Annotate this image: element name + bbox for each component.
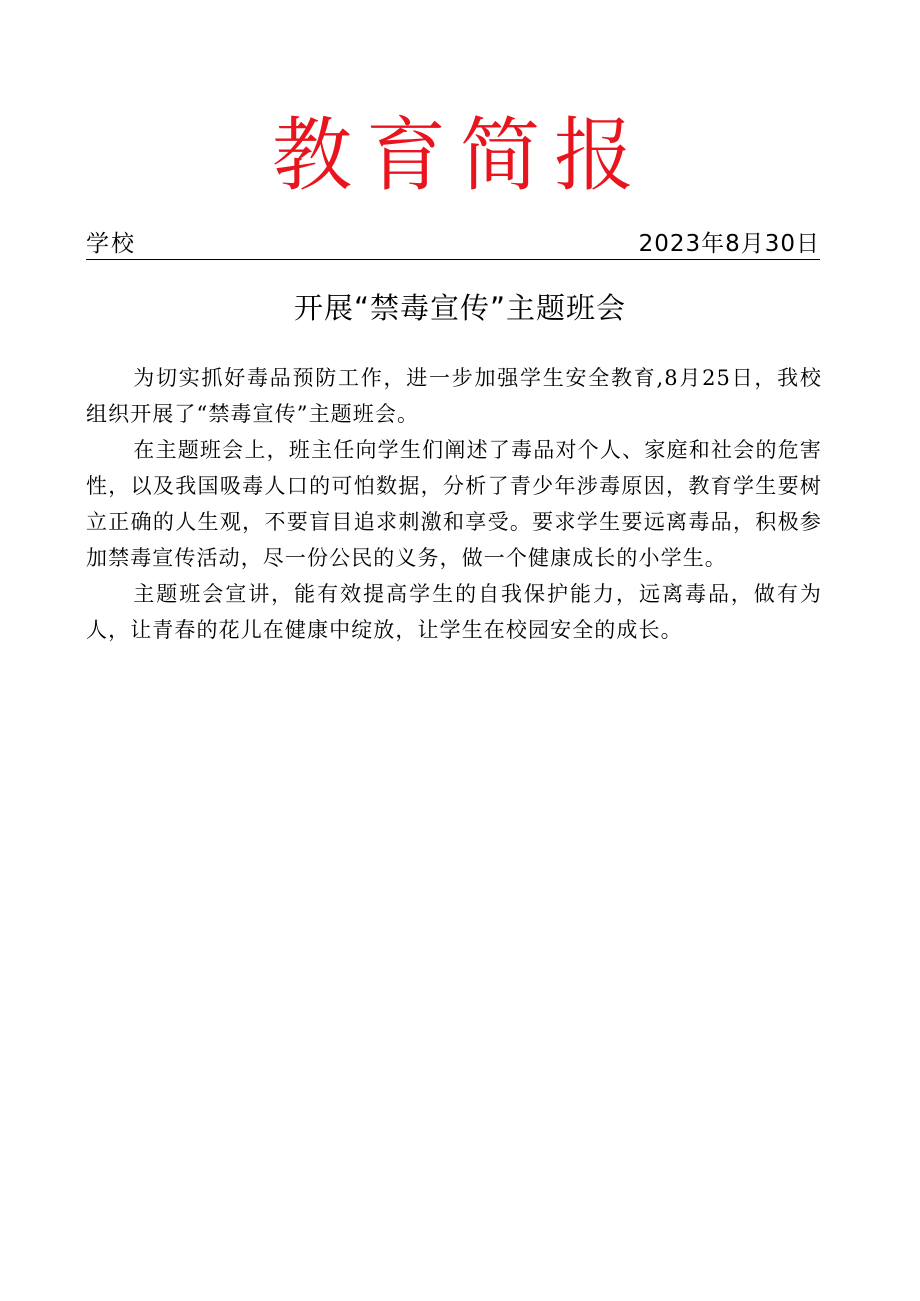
header-info-line <box>86 229 820 260</box>
issue-date: 2023年8月30日 <box>638 231 820 257</box>
article-paragraph: 在主题班会上，班主任向学生们阐述了毒品对个人、家庭和社会的危害性，以及我国吸毒人口的可怕数据，分析了青少年涉毒原因，教育学生要树立正确的人生观，不要盲目追求刺激和享受。要求学生要远离毒品，积极参加禁毒宣传活动，尽一份公民的义务，做一个健康成长的小学生。 <box>86 438 822 570</box>
article-title: 开展“禁毒宣传”主题班会 <box>293 291 627 325</box>
article-body <box>86 360 822 648</box>
article-paragraph: 为切实抓好毒品预防工作，进一步加强学生安全教育,8月25日，我校组织开展了“禁毒宣传”主题班会。 <box>86 366 822 426</box>
school-label: 学校 <box>86 231 136 257</box>
article-paragraph: 主题班会宣讲，能有效提高学生的自我保护能力，远离毒品，做有为人，让青春的花儿在健康中绽放，让学生在校园安全的成长。 <box>86 582 822 642</box>
masthead-title: 教育简报 <box>272 109 648 202</box>
